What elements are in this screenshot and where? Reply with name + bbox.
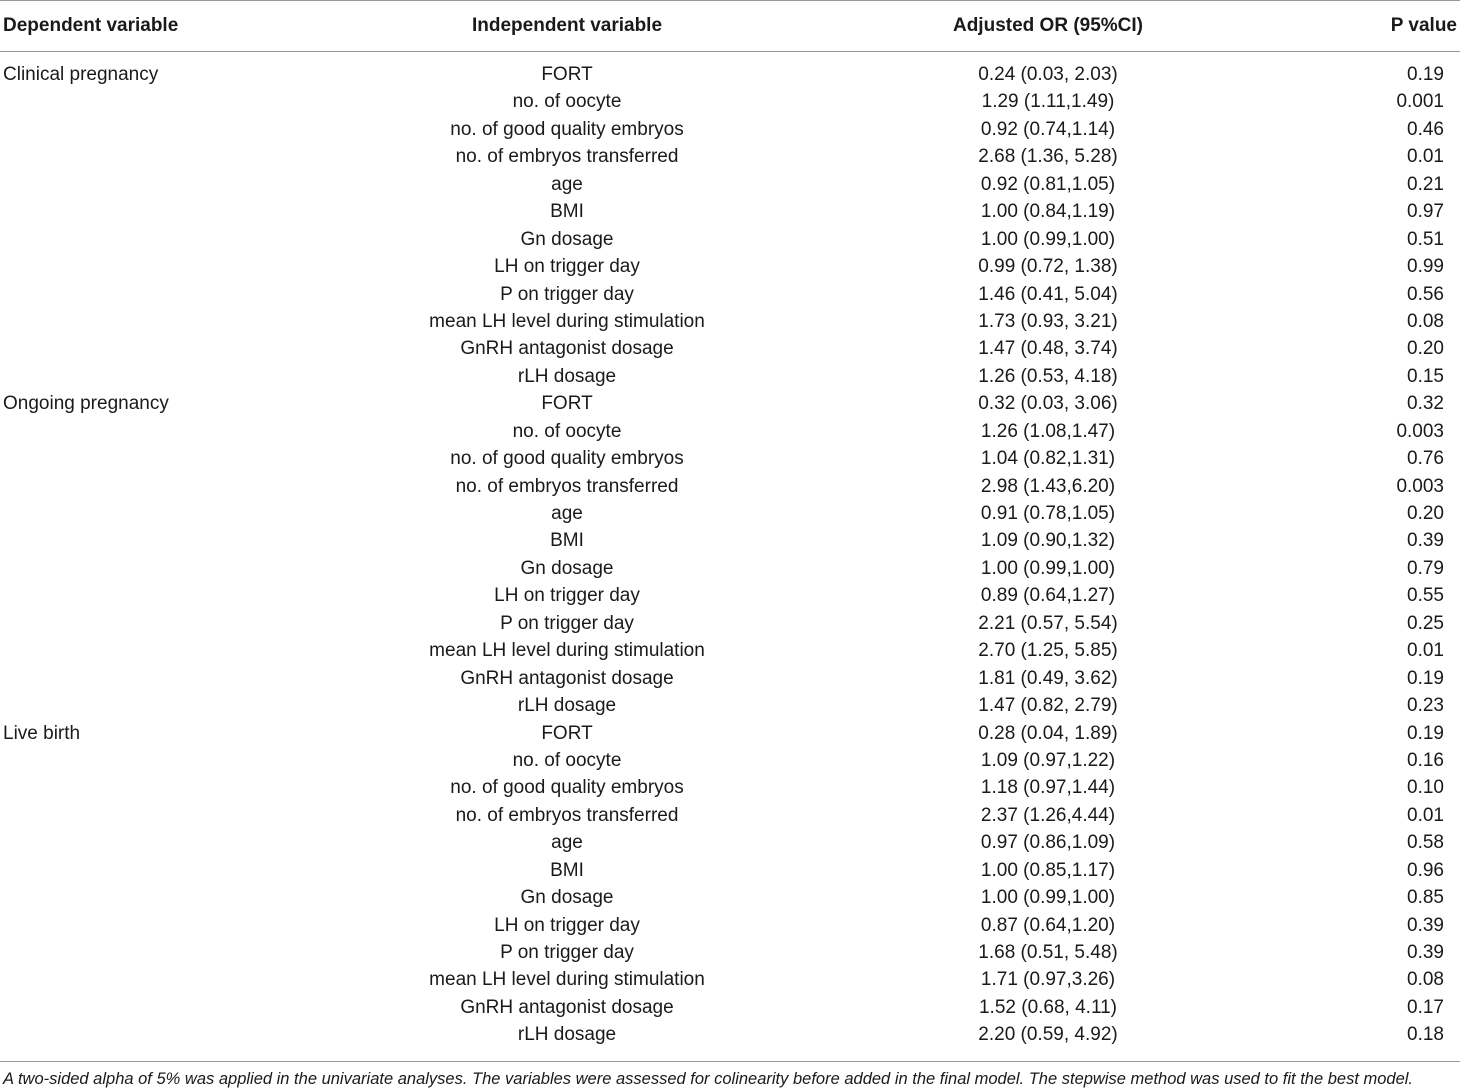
table-row [0, 775, 1460, 802]
cell-adjusted-or: 1.68 (0.51, 5.48) [978, 942, 1118, 963]
table-header-rule [0, 51, 1460, 52]
cell-p-value: 0.23 [1407, 695, 1444, 717]
table-row [0, 336, 1460, 363]
cell-adjusted-or: 1.47 (0.82, 2.79) [978, 695, 1118, 717]
cell-p-value: 0.32 [1407, 393, 1444, 415]
cell-independent-variable: FORT [541, 393, 593, 415]
cell-adjusted-or: 2.70 (1.25, 5.85) [978, 640, 1118, 662]
cell-adjusted-or: 1.04 (0.82,1.31) [980, 448, 1116, 470]
cell-adjusted-or: 0.89 (0.64,1.27) [980, 585, 1116, 607]
cell-adjusted-or: 1.29 (1.11,1.49) [981, 91, 1115, 113]
cell-independent-variable: no. of embryos transferred [455, 146, 679, 168]
table-row [0, 419, 1460, 446]
cell-independent-variable: LH on trigger day [494, 585, 640, 607]
cell-p-value: 0.20 [1407, 503, 1444, 524]
cell-independent-variable: no. of oocyte [512, 749, 622, 771]
table-row [0, 89, 1460, 116]
table-row [0, 391, 1460, 418]
table-body [0, 62, 1460, 1050]
cell-p-value: 0.39 [1407, 942, 1444, 963]
table-row [0, 227, 1460, 254]
cell-independent-variable: GnRH antagonist dosage [460, 996, 674, 1018]
cell-p-value: 0.10 [1407, 777, 1444, 799]
cell-independent-variable: no. of embryos transferred [455, 475, 679, 497]
header-independent-variable: Independent variable [471, 15, 663, 36]
cell-p-value: 0.46 [1407, 118, 1444, 140]
cell-independent-variable: rLH dosage [517, 1024, 617, 1046]
cell-p-value: 0.55 [1407, 585, 1444, 607]
cell-independent-variable: FORT [541, 64, 593, 85]
cell-adjusted-or: 1.00 (0.99,1.00) [980, 228, 1116, 250]
cell-p-value: 0.96 [1407, 859, 1444, 881]
table-header-row [0, 0, 1460, 51]
cell-adjusted-or: 2.68 (1.36, 5.28) [978, 146, 1118, 168]
cell-adjusted-or: 1.52 (0.68, 4.11) [978, 996, 1118, 1018]
cell-independent-variable: Gn dosage [520, 557, 614, 579]
table-row [0, 721, 1460, 748]
cell-p-value: 0.16 [1407, 749, 1444, 771]
table-row [0, 995, 1460, 1022]
table-row [0, 501, 1460, 528]
table-row [0, 611, 1460, 638]
table-row [0, 556, 1460, 583]
cell-independent-variable: age [551, 832, 583, 854]
cell-independent-variable: age [551, 173, 583, 195]
cell-adjusted-or: 0.97 (0.86,1.09) [980, 832, 1116, 854]
cell-p-value: 0.01 [1407, 640, 1444, 662]
cell-adjusted-or: 0.24 (0.03, 2.03) [978, 64, 1118, 85]
cell-p-value: 0.97 [1407, 201, 1444, 223]
table-row [0, 282, 1460, 309]
table-row [0, 117, 1460, 144]
cell-adjusted-or: 0.99 (0.72, 1.38) [978, 256, 1118, 278]
cell-dependent-variable: Clinical pregnancy [3, 64, 159, 85]
table-row [0, 199, 1460, 226]
cell-independent-variable: P on trigger day [500, 283, 634, 305]
cell-independent-variable: Gn dosage [520, 887, 614, 909]
cell-adjusted-or: 1.81 (0.49, 3.62) [978, 667, 1118, 689]
cell-independent-variable: rLH dosage [517, 365, 617, 387]
table-row [0, 1022, 1460, 1049]
cell-independent-variable: BMI [550, 201, 584, 223]
cell-independent-variable: BMI [550, 859, 584, 881]
cell-adjusted-or: 2.20 (0.59, 4.92) [978, 1024, 1118, 1046]
cell-adjusted-or: 1.26 (0.53, 4.18) [978, 365, 1118, 387]
table-row [0, 803, 1460, 830]
header-dependent-variable: Dependent variable [3, 15, 179, 36]
cell-adjusted-or: 0.92 (0.81,1.05) [980, 173, 1116, 195]
cell-p-value: 0.39 [1407, 530, 1444, 552]
table-row [0, 583, 1460, 610]
cell-independent-variable: no. of good quality embryos [450, 777, 684, 799]
cell-adjusted-or: 1.00 (0.99,1.00) [980, 887, 1116, 909]
cell-p-value: 0.01 [1407, 146, 1444, 168]
table-row [0, 474, 1460, 501]
cell-p-value: 0.51 [1407, 228, 1444, 250]
cell-independent-variable: no. of good quality embryos [450, 118, 684, 140]
table-row [0, 254, 1460, 281]
cell-independent-variable: mean LH level during stimulation [429, 969, 705, 991]
cell-p-value: 0.19 [1407, 667, 1444, 689]
cell-adjusted-or: 0.32 (0.03, 3.06) [978, 393, 1118, 415]
cell-independent-variable: no. of oocyte [512, 91, 622, 113]
table-row [0, 748, 1460, 775]
table-row [0, 885, 1460, 912]
cell-independent-variable: GnRH antagonist dosage [460, 667, 674, 689]
cell-p-value: 0.08 [1407, 310, 1444, 332]
cell-p-value: 0.79 [1407, 557, 1444, 579]
cell-adjusted-or: 0.91 (0.78,1.05) [980, 503, 1116, 524]
cell-independent-variable: no. of oocyte [512, 420, 622, 442]
table-row [0, 693, 1460, 720]
cell-independent-variable: age [551, 503, 583, 524]
cell-p-value: 0.39 [1407, 914, 1444, 936]
cell-independent-variable: LH on trigger day [494, 914, 640, 936]
cell-independent-variable: P on trigger day [500, 942, 634, 963]
table-row [0, 62, 1460, 89]
cell-p-value: 0.58 [1407, 832, 1444, 854]
cell-adjusted-or: 1.00 (0.99,1.00) [980, 557, 1116, 579]
cell-adjusted-or: 1.09 (0.90,1.32) [980, 530, 1116, 552]
cell-adjusted-or: 1.00 (0.85,1.17) [980, 859, 1116, 881]
cell-p-value: 0.21 [1407, 173, 1444, 195]
cell-adjusted-or: 0.92 (0.74,1.14) [980, 118, 1116, 140]
cell-independent-variable: rLH dosage [517, 695, 617, 717]
cell-independent-variable: GnRH antagonist dosage [460, 338, 674, 360]
table-row [0, 144, 1460, 171]
cell-independent-variable: LH on trigger day [494, 256, 640, 278]
table-row [0, 940, 1460, 967]
cell-p-value: 0.17 [1407, 996, 1444, 1018]
table-row [0, 830, 1460, 857]
cell-independent-variable: no. of good quality embryos [450, 448, 684, 470]
cell-dependent-variable: Ongoing pregnancy [3, 393, 169, 415]
table-row [0, 309, 1460, 336]
cell-adjusted-or: 1.00 (0.84,1.19) [980, 201, 1116, 223]
table-row [0, 638, 1460, 665]
cell-dependent-variable: Live birth [3, 722, 81, 744]
cell-p-value: 0.18 [1407, 1024, 1444, 1046]
cell-p-value: 0.19 [1407, 722, 1444, 744]
cell-p-value: 0.001 [1396, 91, 1444, 113]
table-row [0, 364, 1460, 391]
cell-adjusted-or: 1.47 (0.48, 3.74) [978, 338, 1118, 360]
table-row [0, 446, 1460, 473]
cell-p-value: 0.99 [1407, 256, 1444, 278]
cell-adjusted-or: 1.46 (0.41, 5.04) [978, 283, 1118, 305]
cell-p-value: 0.76 [1407, 448, 1444, 470]
cell-p-value: 0.56 [1407, 283, 1444, 305]
cell-p-value: 0.19 [1407, 64, 1444, 85]
cell-p-value: 0.003 [1396, 475, 1444, 497]
cell-independent-variable: BMI [550, 530, 584, 552]
cell-p-value: 0.20 [1407, 338, 1444, 360]
table-row [0, 666, 1460, 693]
table-row [0, 967, 1460, 994]
cell-p-value: 0.01 [1407, 804, 1444, 826]
table-row [0, 172, 1460, 199]
cell-adjusted-or: 1.26 (1.08,1.47) [980, 420, 1116, 442]
cell-independent-variable: mean LH level during stimulation [429, 640, 705, 662]
cell-adjusted-or: 1.73 (0.93, 3.21) [978, 310, 1118, 332]
cell-adjusted-or: 2.37 (1.26,4.44) [980, 804, 1116, 826]
header-adjusted-or: Adjusted OR (95%CI) [952, 15, 1144, 36]
cell-p-value: 0.25 [1407, 612, 1444, 634]
cell-adjusted-or: 0.87 (0.64,1.20) [980, 914, 1116, 936]
cell-adjusted-or: 1.71 (0.97,3.26) [980, 969, 1116, 991]
cell-p-value: 0.85 [1407, 887, 1444, 909]
cell-independent-variable: no. of embryos transferred [455, 804, 679, 826]
cell-independent-variable: P on trigger day [500, 612, 634, 634]
table-row [0, 913, 1460, 940]
cell-p-value: 0.003 [1396, 420, 1444, 442]
table-bottom-rule [0, 1061, 1460, 1062]
cell-adjusted-or: 1.09 (0.97,1.22) [980, 749, 1116, 771]
cell-adjusted-or: 1.18 (0.97,1.44) [980, 777, 1116, 799]
table-footnote: A two-sided alpha of 5% was applied in the univariate analyses. The variables were assessed for colinearity before added in the final model. The stepwise method was used to fit the best model. [3, 1070, 1414, 1088]
cell-adjusted-or: 2.98 (1.43,6.20) [980, 475, 1116, 497]
cell-independent-variable: Gn dosage [520, 228, 614, 250]
header-p-value: P value [1390, 15, 1457, 36]
cell-adjusted-or: 2.21 (0.57, 5.54) [978, 612, 1118, 634]
cell-independent-variable: FORT [541, 722, 593, 744]
cell-p-value: 0.08 [1407, 969, 1444, 991]
table-row [0, 528, 1460, 555]
cell-p-value: 0.15 [1407, 365, 1444, 387]
table-row [0, 858, 1460, 885]
cell-independent-variable: mean LH level during stimulation [429, 310, 705, 332]
cell-adjusted-or: 0.28 (0.04, 1.89) [978, 722, 1118, 744]
